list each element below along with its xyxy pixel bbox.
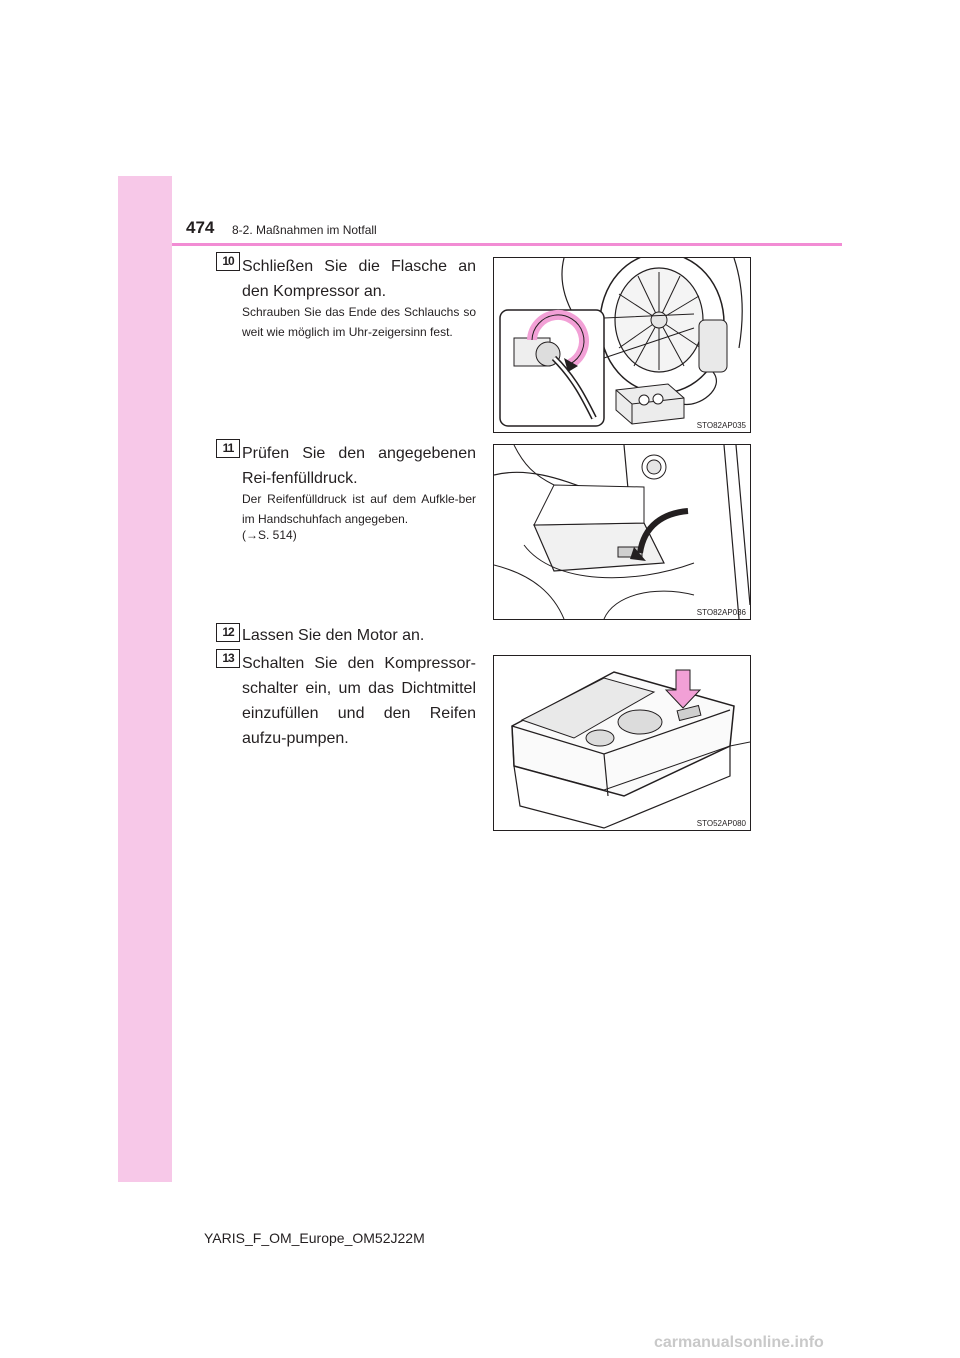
figure-code: STO82AP035: [696, 421, 746, 430]
watermark: carmanualsonline.info: [654, 1334, 824, 1351]
step-badge-12: 12: [216, 623, 240, 642]
step-12-instruction: Lassen Sie den Motor an.: [242, 627, 425, 644]
step-badge-10: 10: [216, 252, 240, 271]
figure-compressor-switch: [493, 655, 751, 831]
chapter-sidebar-tab: [118, 176, 172, 1182]
step-badge-11: 11: [216, 439, 240, 458]
figure-code: STO52AP080: [696, 819, 746, 828]
step-10-detail: Schrauben Sie das Ende des Schlauchs so weit wie möglich im Uhr-zeigersinn fest.: [242, 305, 476, 339]
step-11-instruction: Prüfen Sie den angegebenen Rei-fenfülldruck.: [242, 445, 476, 487]
page-number: 474: [186, 218, 215, 237]
step-11-page-reference[interactable]: (→S. 514): [242, 528, 297, 542]
step-11-detail: Der Reifenfülldruck ist auf dem Aufkle-ber im Handschuhfach angegeben.: [242, 492, 476, 526]
hose-connection-illustration: [494, 258, 750, 432]
header-rule: [172, 243, 842, 246]
step-13-instruction: Schalten Sie den Kompressor-schalter ein, um das Dichtmittel einzufüllen und den Reifen aufzu-pumpen.: [242, 655, 476, 747]
step-10-instruction: Schließen Sie die Flasche an den Kompressor an.: [242, 258, 476, 300]
figure-code: STO82AP036: [696, 608, 746, 617]
compressor-switch-illustration: [494, 656, 750, 830]
figure-glove-box: [493, 444, 751, 620]
section-title: 8-2. Maßnahmen im Notfall: [232, 223, 377, 237]
step-badge-13: 13: [216, 649, 240, 668]
glove-box-illustration: [494, 445, 750, 619]
figure-hose-connection: [493, 257, 751, 433]
footer-document-id: YARIS_F_OM_Europe_OM52J22M: [204, 1230, 425, 1246]
